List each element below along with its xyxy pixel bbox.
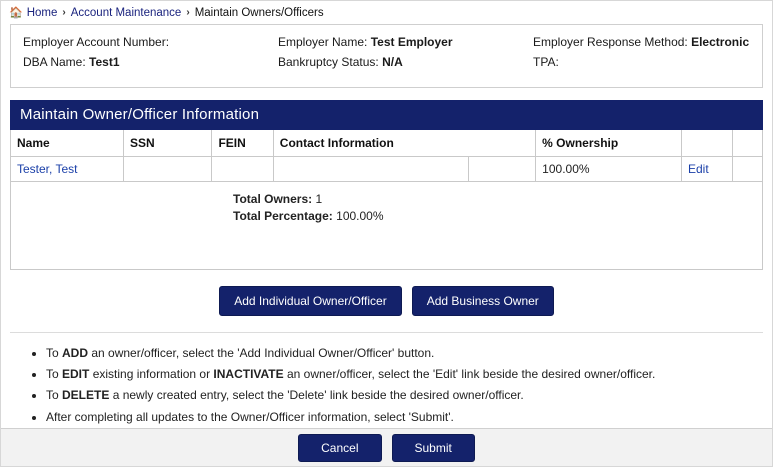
instructions-block (10, 333, 763, 439)
totals (11, 182, 762, 223)
home-icon: 🏠 (9, 7, 23, 19)
breadcrumb-home-link[interactable]: Home (26, 6, 58, 19)
instructions-list (10, 345, 763, 425)
breadcrumb-account-maintenance-link[interactable]: Account Maintenance (70, 6, 182, 19)
instruction-delete-pre: To (46, 388, 63, 403)
owner-name-link[interactable]: Tester, Test (17, 162, 78, 176)
column-header-contact: Contact Information (273, 130, 535, 157)
page-content (1, 24, 772, 467)
cell-fein (212, 157, 273, 182)
cell-edit (682, 157, 733, 182)
dba-name-value: Test1 (89, 55, 120, 69)
column-header-ssn: SSN (124, 130, 212, 157)
employer-info-column-1 (23, 35, 278, 75)
footer-bar (1, 428, 772, 466)
column-header-extra (733, 130, 763, 157)
employer-account-number-row (23, 35, 278, 49)
table-row (11, 157, 763, 182)
instruction-edit (46, 366, 763, 382)
total-percentage-value: 100.00% (336, 209, 384, 223)
instruction-add (46, 345, 763, 361)
owners-table (10, 130, 763, 182)
employer-info-panel (10, 24, 763, 88)
instruction-add-keyword: ADD (62, 346, 89, 360)
dba-name-label: DBA Name: (23, 55, 86, 69)
column-header-edit (682, 130, 733, 157)
instruction-delete (46, 387, 763, 403)
add-business-owner-button[interactable]: Add Business Owner (412, 286, 554, 316)
employer-name-value: Test Employer (370, 35, 453, 49)
breadcrumb-separator-2: › (186, 7, 190, 18)
total-owners-row (233, 192, 762, 206)
totals-block (10, 182, 763, 270)
total-percentage-row (233, 209, 762, 223)
action-button-row (10, 270, 763, 333)
response-method-row (533, 35, 750, 49)
employer-name-label: Employer Name: (278, 35, 368, 49)
instruction-submit (46, 409, 763, 425)
total-owners-label: Total Owners: (233, 192, 313, 206)
dba-name-row (23, 55, 278, 69)
cell-ssn (124, 157, 212, 182)
cell-ownership: 100.00% (536, 157, 682, 182)
breadcrumb-separator-1: › (62, 7, 66, 18)
column-header-ownership: % Ownership (536, 130, 682, 157)
cell-contact (273, 157, 469, 182)
edit-link[interactable]: Edit (688, 162, 709, 176)
add-individual-owner-button[interactable]: Add Individual Owner/Officer (219, 286, 402, 316)
column-header-fein: FEIN (212, 130, 273, 157)
cell-blank (469, 157, 536, 182)
response-method-label: Employer Response Method: (533, 35, 688, 49)
cancel-button[interactable]: Cancel (298, 434, 381, 462)
employer-name-row (278, 35, 533, 49)
employer-info-column-2 (278, 35, 533, 75)
tpa-label: TPA: (533, 55, 559, 69)
bankruptcy-status-label: Bankruptcy Status: (278, 55, 379, 69)
breadcrumb-current: Maintain Owners/Officers (194, 6, 324, 19)
instruction-edit-keyword: EDIT (62, 367, 90, 382)
instruction-delete-keyword: DELETE (62, 388, 110, 403)
column-header-name: Name (11, 130, 124, 157)
submit-button[interactable]: Submit (392, 434, 475, 462)
tpa-row (533, 55, 750, 69)
instruction-edit-post: an owner/officer, select the 'Edit' link beside the desired owner/officer. (283, 367, 656, 382)
cell-extra (733, 157, 763, 182)
employer-info-column-3 (533, 35, 750, 75)
table-header-row (11, 130, 763, 157)
instruction-delete-post: a newly created entry, select the 'Delete' link beside the desired owner/officer. (109, 388, 524, 403)
instruction-edit-mid: existing information or (89, 367, 214, 382)
instruction-inactivate-keyword: INACTIVATE (213, 367, 284, 382)
response-method-value: Electronic (691, 35, 750, 49)
instruction-submit-text: After completing all updates to the Owner/Officer information, select 'Submit'. (46, 409, 454, 424)
bankruptcy-status-value: N/A (382, 55, 403, 69)
total-owners-value: 1 (315, 192, 323, 206)
instruction-add-pre: To (46, 346, 63, 360)
breadcrumb (1, 1, 772, 21)
cell-name (11, 157, 124, 182)
bankruptcy-status-row (278, 55, 533, 69)
employer-account-number-label: Employer Account Number: (23, 35, 170, 49)
instruction-edit-pre: To (46, 367, 63, 382)
section-title: Maintain Owner/Officer Information (10, 100, 763, 130)
total-percentage-label: Total Percentage: (233, 209, 333, 223)
instruction-add-post: an owner/officer, select the 'Add Individual Owner/Officer' button. (88, 346, 435, 360)
